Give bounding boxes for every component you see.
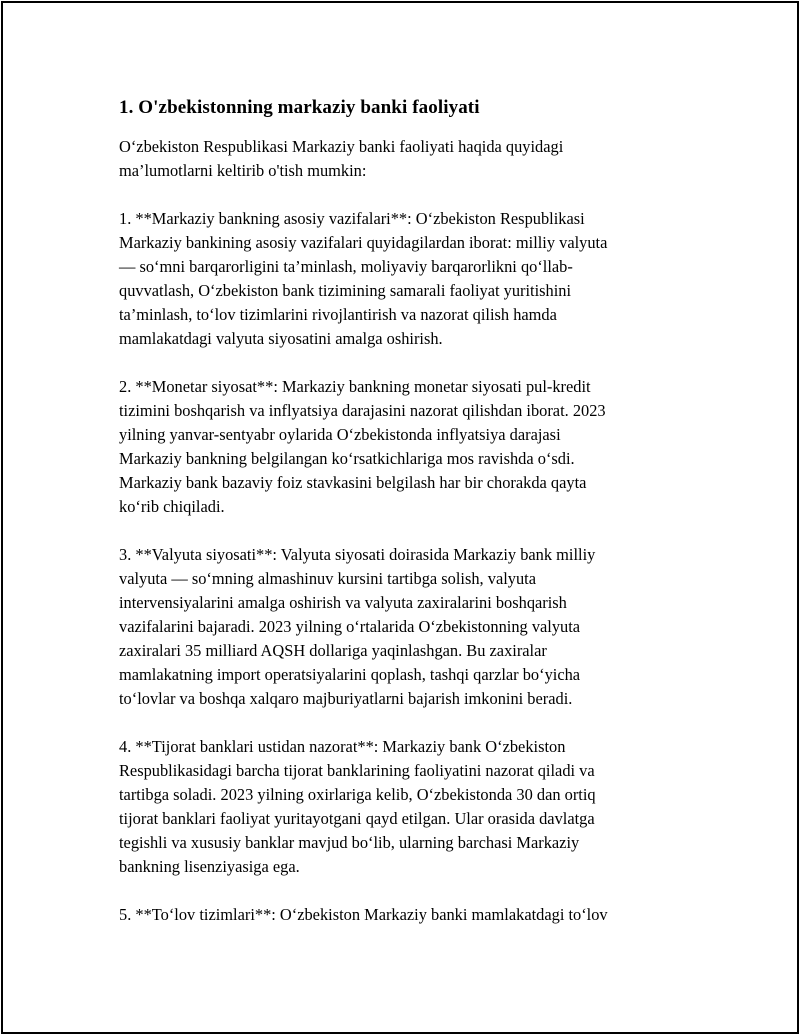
text-line: tijorat banklari faoliyat yuritayotgani qayd etilgan. Ular orasida davlatga (119, 809, 595, 828)
text-line: yilning yanvar-sentyabr oylarida O‘zbekistonda inflyatsiya darajasi (119, 425, 561, 444)
text-line: 5. **To‘lov tizimlari**: O‘zbekiston Markaziy banki mamlakatdagi to‘lov (119, 905, 608, 924)
section-2-paragraph (119, 375, 679, 519)
document-content (119, 95, 679, 951)
text-line: tizimini boshqarish va inflyatsiya darajasini nazorat qilishdan iborat. 2023 (119, 401, 606, 420)
intro-paragraph (119, 135, 679, 183)
text-line: ma’lumotlarni keltirib o'tish mumkin: (119, 161, 367, 180)
document-title: 1. O'zbekistonning markaziy banki faoliyati (119, 97, 480, 118)
text-line: zaxiralari 35 milliard AQSH dollariga yaqinlashgan. Bu zaxiralar (119, 641, 547, 660)
section-3-paragraph (119, 543, 679, 711)
text-line: 2. **Monetar siyosat**: Markaziy bankning monetar siyosati pul-kredit (119, 377, 591, 396)
text-line: ta’minlash, to‘lov tizimlarini rivojlantirish va nazorat qilish hamda (119, 305, 557, 324)
text-line: mamlakatdagi valyuta siyosatini amalga oshirish. (119, 329, 443, 348)
text-line: ko‘rib chiqiladi. (119, 497, 225, 516)
text-line: Markaziy bankning belgilangan ko‘rsatkichlariga mos ravishda o‘sdi. (119, 449, 575, 468)
text-line: intervensiyalarini amalga oshirish va valyuta zaxiralarini boshqarish (119, 593, 567, 612)
section-5-paragraph (119, 903, 679, 927)
text-line: bankning lisenziyasiga ega. (119, 857, 300, 876)
text-line: Markaziy bank bazaviy foiz stavkasini belgilash har bir chorakda qayta (119, 473, 587, 492)
text-line: vazifalarini bajaradi. 2023 yilning o‘rtalarida O‘zbekistonning valyuta (119, 617, 581, 636)
text-line: 4. **Tijorat banklari ustidan nazorat**: Markaziy bank O‘zbekiston (119, 737, 566, 756)
text-line: quvvatlash, O‘zbekiston bank tizimining samarali faoliyat yuritishini (119, 281, 572, 300)
section-1-paragraph (119, 207, 679, 351)
text-line: — so‘mni barqarorligini ta’minlash, moliyaviy barqarorlikni qo‘llab- (119, 257, 573, 276)
text-line: Markaziy bankining asosiy vazifalari quyidagilardan iborat: milliy valyuta (119, 233, 608, 252)
section-4-paragraph (119, 735, 679, 879)
text-line: O‘zbekiston Respublikasi Markaziy banki faoliyati haqida quyidagi (119, 137, 564, 156)
text-line: tartibga soladi. 2023 yilning oxirlariga kelib, O‘zbekistonda 30 dan ortiq (119, 785, 596, 804)
text-line: to‘lovlar va boshqa xalqaro majburiyatlarni bajarish imkonini beradi. (119, 689, 573, 708)
text-line: Respublikasidagi barcha tijorat banklarining faoliyatini nazorat qiladi va (119, 761, 595, 780)
text-line: 1. **Markaziy bankning asosiy vazifalari**: O‘zbekiston Respublikasi (119, 209, 585, 228)
text-line: mamlakatning import operatsiyalarini qoplash, tashqi qarzlar bo‘yicha (119, 665, 581, 684)
text-line: valyuta — so‘mning almashinuv kursini tartibga solish, valyuta (119, 569, 536, 588)
text-line: 3. **Valyuta siyosati**: Valyuta siyosati doirasida Markaziy bank milliy (119, 545, 596, 564)
document-page (1, 1, 799, 1034)
text-line: tegishli va xususiy banklar mavjud bo‘lib, ularning barchasi Markaziy (119, 833, 580, 852)
